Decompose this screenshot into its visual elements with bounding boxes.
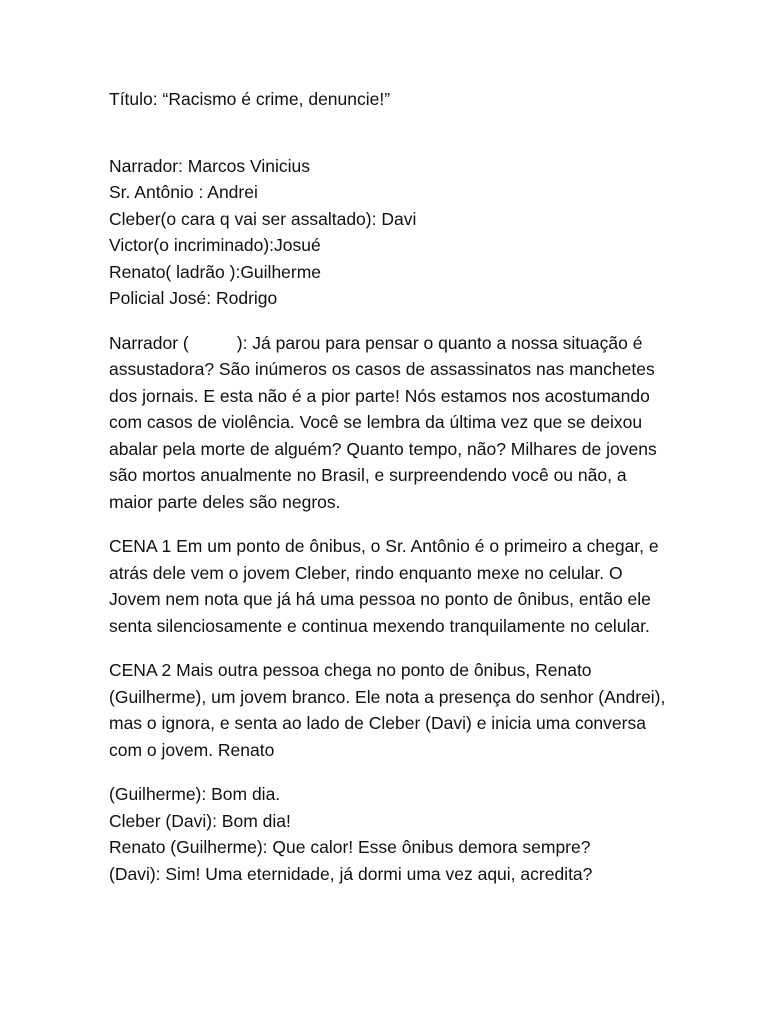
scene-1-paragraph: CENA 1 Em um ponto de ônibus, o Sr. Antônio é o primeiro a chegar, e atrás dele vem o jovem Cleber, rindo enquanto mexe no celular. O Jovem nem nota que já há uma pessoa no ponto de ônibus, então ele senta silenciosamente e continua mexendo tranquilamente no celular.: [109, 536, 659, 636]
dialogue-line: Cleber (Davi): Bom dia!: [109, 810, 291, 831]
cast-list: [109, 153, 669, 312]
dialogue-line: (Davi): Sim! Uma eternidade, já dormi uma vez aqui, acredita?: [109, 863, 593, 884]
narrator-prefix: Narrador (: [109, 332, 189, 353]
scene-2-paragraph: CENA 2 Mais outra pessoa chega no ponto de ônibus, Renato (Guilherme), um jovem branco. Ele nota a presença do senhor (Andrei), mas o ignora, e senta ao lado de Cleber (Davi) e inicia uma conversa com o jovem. Renato: [109, 660, 666, 760]
dialogue-line: Renato (Guilherme): Que calor! Esse ônibus demora sempre?: [109, 837, 591, 857]
cast-item-jose: Policial José: Rodrigo: [109, 288, 278, 308]
cast-item-antonio: Sr. Antônio : Andrei: [109, 182, 258, 202]
document-page: [109, 86, 669, 905]
cast-item-victor: Victor(o incriminado):Josué: [109, 235, 321, 255]
cast-item-cleber: Cleber(o cara q vai ser assaltado): Davi: [109, 208, 417, 229]
cast-item-renato: Renato( ladrão ):Guilherme: [109, 261, 322, 282]
dialogue-line: (Guilherme): Bom dia.: [109, 784, 281, 804]
narrator-paragraph: [109, 330, 669, 516]
narrator-text: ): Já parou para pensar o quanto a nossa situação é assustadora? São inúmeros os casos de assassinatos nas manchetes dos jornais. E esta não é a pior parte! Nós estamos nos acostumando com casos de violência. Você se lembra da última vez que se deixou abalar pela morte de alguém? Quanto tempo, não? Milhares de jovens são mortos anualmente no Brasil, e surpreendendo você ou não, a maior parte deles são negros.: [109, 332, 657, 512]
dialogue-block: [109, 781, 669, 887]
cast-item-narrator: Narrador: Marcos Vinicius: [109, 155, 310, 176]
document-title: Título: “Racismo é crime, denuncie!”: [109, 89, 391, 109]
